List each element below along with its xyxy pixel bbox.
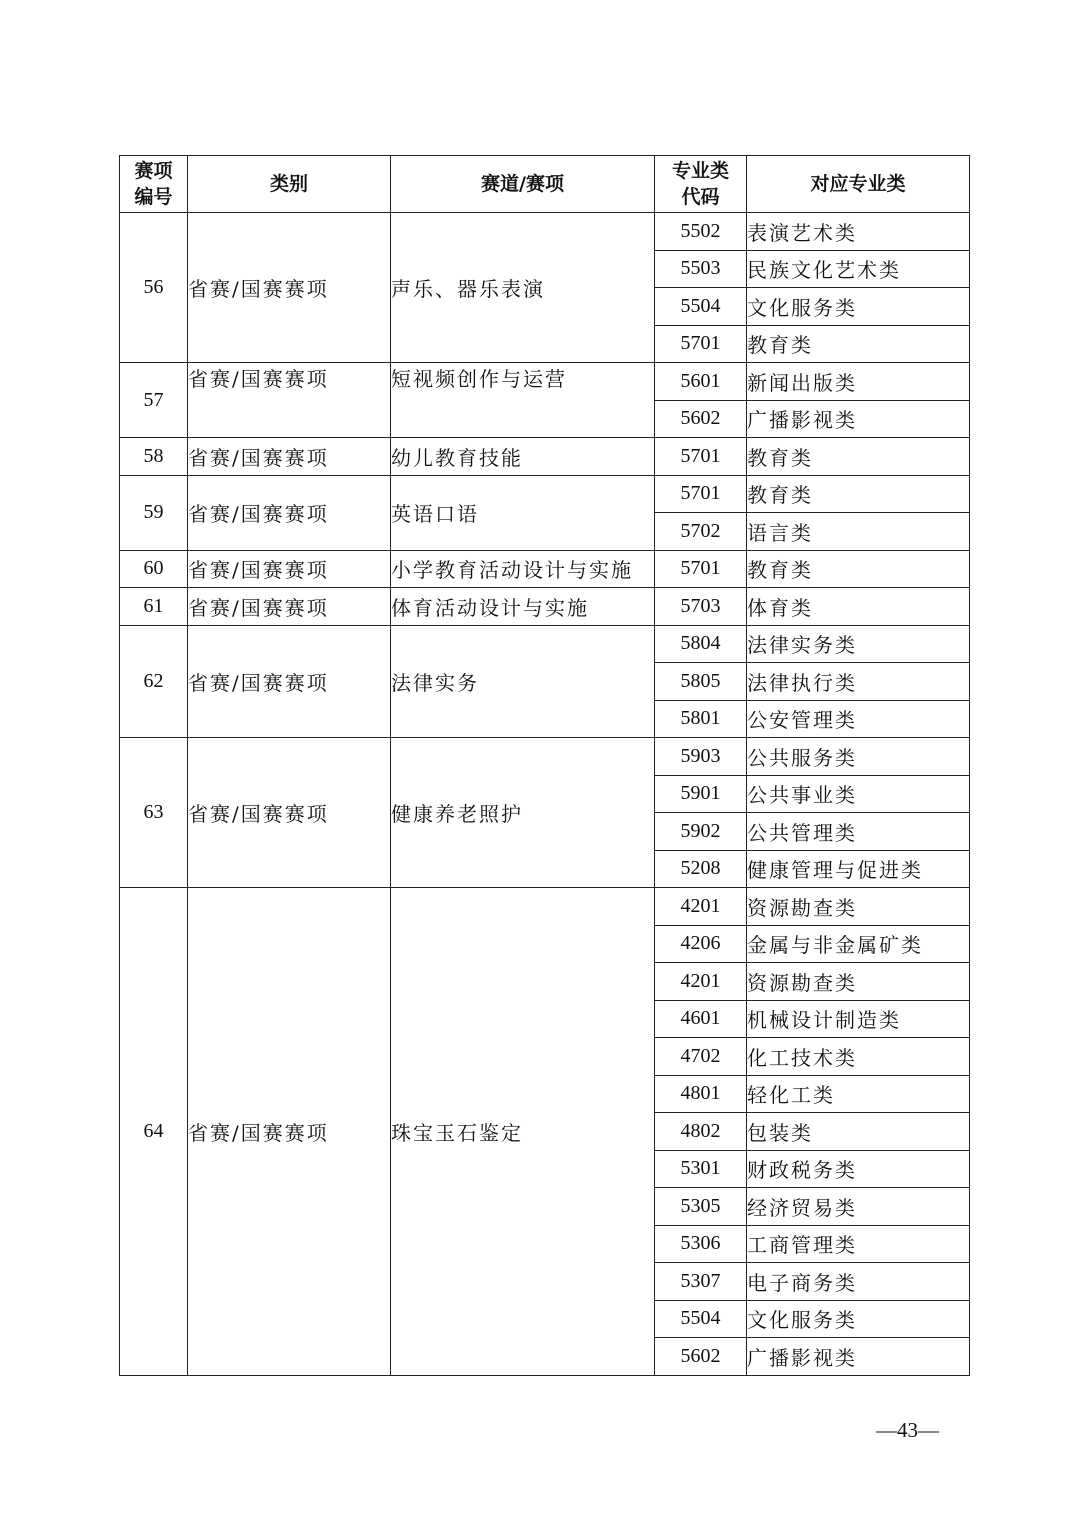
header-competition: 赛道/赛项	[391, 156, 655, 213]
major-name: 教育类	[747, 438, 970, 476]
table-body	[120, 213, 970, 1376]
table-row	[120, 550, 970, 588]
competition-category: 省赛/国赛赛项	[188, 888, 391, 1376]
major-code: 5701	[655, 475, 747, 513]
major-name: 健康管理与促进类	[747, 850, 970, 888]
major-name: 教育类	[747, 325, 970, 363]
major-name: 体育类	[747, 588, 970, 626]
major-code: 5701	[655, 550, 747, 588]
major-code: 5301	[655, 1150, 747, 1188]
major-name: 法律执行类	[747, 663, 970, 701]
competition-category: 省赛/国赛赛项	[188, 438, 391, 476]
competition-id: 63	[120, 738, 188, 888]
header-major: 对应专业类	[747, 156, 970, 213]
major-name: 文化服务类	[747, 288, 970, 326]
competition-id: 61	[120, 588, 188, 626]
major-code: 4201	[655, 963, 747, 1001]
competition-category: 省赛/国赛赛项	[188, 550, 391, 588]
major-code: 5805	[655, 663, 747, 701]
major-name: 文化服务类	[747, 1300, 970, 1338]
competition-category: 省赛/国赛赛项	[188, 625, 391, 738]
competition-name: 珠宝玉石鉴定	[391, 888, 655, 1376]
major-name: 资源勘查类	[747, 963, 970, 1001]
major-name: 表演艺术类	[747, 213, 970, 251]
major-code: 5504	[655, 1300, 747, 1338]
competition-name: 短视频创作与运营	[391, 363, 655, 438]
header-category: 类别	[188, 156, 391, 213]
major-code: 5804	[655, 625, 747, 663]
major-code: 4201	[655, 888, 747, 926]
competition-category: 省赛/国赛赛项	[188, 738, 391, 888]
competition-name: 声乐、器乐表演	[391, 213, 655, 363]
competition-category: 省赛/国赛赛项	[188, 363, 391, 438]
competition-name: 英语口语	[391, 475, 655, 550]
major-code: 4601	[655, 1000, 747, 1038]
major-code: 5702	[655, 513, 747, 551]
major-name: 包装类	[747, 1113, 970, 1151]
competition-name: 幼儿教育技能	[391, 438, 655, 476]
page-number: —43—	[876, 1418, 939, 1442]
major-name: 轻化工类	[747, 1075, 970, 1113]
competition-name: 健康养老照护	[391, 738, 655, 888]
table-row	[120, 213, 970, 251]
major-code: 5901	[655, 775, 747, 813]
major-code: 5701	[655, 325, 747, 363]
table-row	[120, 588, 970, 626]
major-name: 化工技术类	[747, 1038, 970, 1076]
major-code: 5601	[655, 363, 747, 401]
table-row	[120, 363, 970, 401]
major-code: 5902	[655, 813, 747, 851]
major-name: 公共服务类	[747, 738, 970, 776]
competition-name: 体育活动设计与实施	[391, 588, 655, 626]
major-name: 法律实务类	[747, 625, 970, 663]
major-code: 5208	[655, 850, 747, 888]
major-name: 公共管理类	[747, 813, 970, 851]
competition-id: 56	[120, 213, 188, 363]
table-header-row	[120, 156, 970, 213]
table-row	[120, 738, 970, 776]
major-name: 教育类	[747, 475, 970, 513]
major-name: 新闻出版类	[747, 363, 970, 401]
major-code: 5307	[655, 1263, 747, 1301]
major-code: 5305	[655, 1188, 747, 1226]
major-code: 5502	[655, 213, 747, 251]
major-name: 语言类	[747, 513, 970, 551]
competition-category: 省赛/国赛赛项	[188, 213, 391, 363]
competition-id: 58	[120, 438, 188, 476]
major-name: 广播影视类	[747, 1338, 970, 1376]
competition-id: 59	[120, 475, 188, 550]
competition-name: 小学教育活动设计与实施	[391, 550, 655, 588]
major-name: 经济贸易类	[747, 1188, 970, 1226]
table-row	[120, 438, 970, 476]
major-code: 4801	[655, 1075, 747, 1113]
competition-major-table	[119, 155, 970, 1376]
competition-id: 57	[120, 363, 188, 438]
major-name: 公安管理类	[747, 700, 970, 738]
table-row	[120, 475, 970, 513]
table-row	[120, 888, 970, 926]
major-name: 金属与非金属矿类	[747, 925, 970, 963]
major-code: 5602	[655, 400, 747, 438]
competition-category: 省赛/国赛赛项	[188, 588, 391, 626]
competition-category: 省赛/国赛赛项	[188, 475, 391, 550]
major-code: 5503	[655, 250, 747, 288]
competition-name: 法律实务	[391, 625, 655, 738]
major-name: 资源勘查类	[747, 888, 970, 926]
header-code: 专业类 代码	[655, 156, 747, 213]
major-code: 5306	[655, 1225, 747, 1263]
competition-id: 60	[120, 550, 188, 588]
competition-id: 64	[120, 888, 188, 1376]
major-name: 电子商务类	[747, 1263, 970, 1301]
table-row	[120, 625, 970, 663]
major-code: 4702	[655, 1038, 747, 1076]
major-code: 4802	[655, 1113, 747, 1151]
competition-id: 62	[120, 625, 188, 738]
major-code: 5703	[655, 588, 747, 626]
major-code: 4206	[655, 925, 747, 963]
header-id: 赛项 编号	[120, 156, 188, 213]
major-name: 机械设计制造类	[747, 1000, 970, 1038]
major-name: 教育类	[747, 550, 970, 588]
major-code: 5903	[655, 738, 747, 776]
major-name: 公共事业类	[747, 775, 970, 813]
major-name: 工商管理类	[747, 1225, 970, 1263]
major-code: 5602	[655, 1338, 747, 1376]
major-name: 广播影视类	[747, 400, 970, 438]
major-code: 5701	[655, 438, 747, 476]
major-name: 民族文化艺术类	[747, 250, 970, 288]
major-code: 5504	[655, 288, 747, 326]
major-name: 财政税务类	[747, 1150, 970, 1188]
major-code: 5801	[655, 700, 747, 738]
